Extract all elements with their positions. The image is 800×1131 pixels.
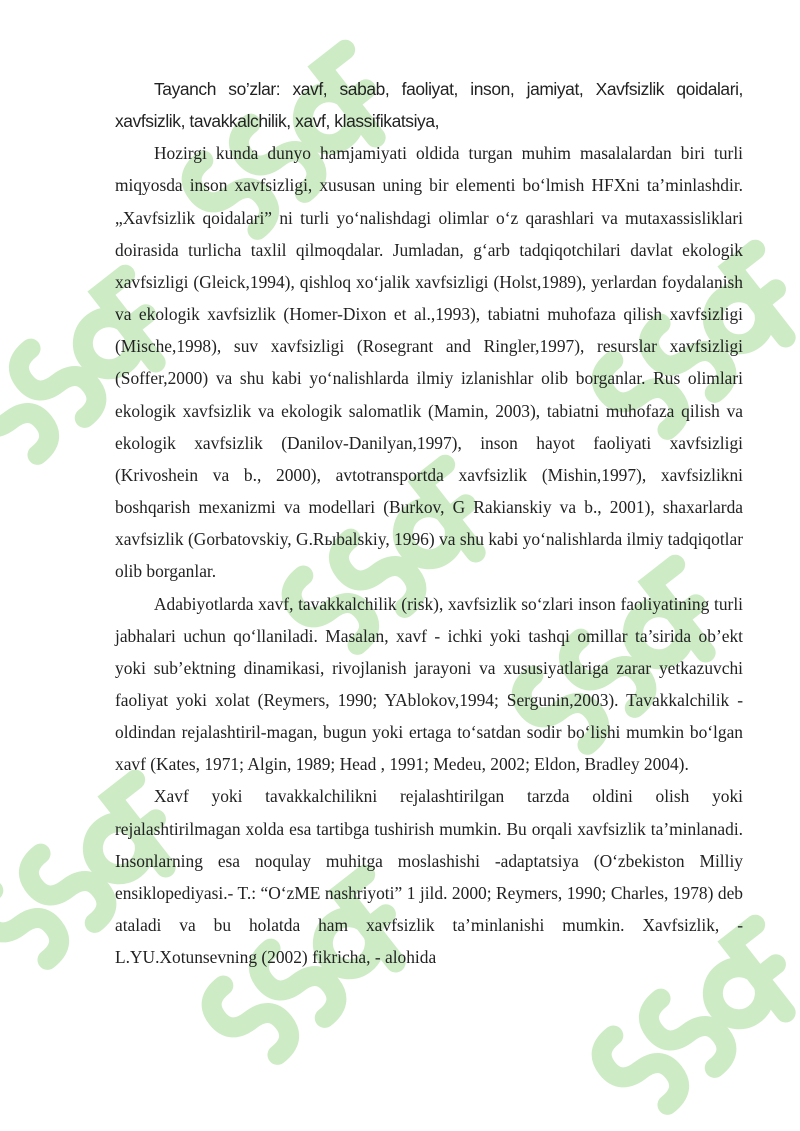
body-paragraph: Adabiyotlarda xavf, tavakkalchilik (risk), xavfsizlik so‘zlari inson faoliyatining turli jabhalari uchun qo‘llaniladi. Masalan, xavf - ichki yoki tashqi omillar ta’sirida ob’ekt yoki sub’ektning dinamikasi, rivojlanish jarayoni va xususiyatlariga zarar yetkazuvchi faoliyat yoki xolat (Reymers, 1990; YAblokov,1994; Sergunin,2003). Tavakkalchilik - oldindan rejalashtiril-magan, bugun yoki ertaga to‘satdan sodir bo‘lishi mumkin bo‘lgan xavf (Kates, 1971; Algin, 1989; Head , 1991; Medeu, 2002; Eldon, Bradley 2004). — [115, 593, 743, 775]
document-body — [115, 73, 743, 973]
keywords-paragraph: Tayanch so’zlar: xavf, sabab, faoliyat, inson, jamiyat, Xavfsizlik qoidalari, xavfsizlik, tavakkalchilik, xavf, klassifikatsiya, — [115, 79, 743, 132]
body-paragraph: Hozirgi kunda dunyo hamjamiyati oldida turgan muhim masalalardan biri turli miqyosda inson xavfsizligi, xususan uning bir elementi bo‘lmish HFXni ta’minlashdir. „Xavfsizlik qoidalari” ni turli yo‘nalishdagi olimlar o‘z qarashlari va mutaxassisliklari doirasida turlicha taxlil qilmoqdalar. Jumladan, g‘arb tadqiqotchilari davlat ekologik xavfsizligi (Gleick,1994), qishloq xo‘jalik xavfsizligi (Holst,1989), yerlardan foydalanish va ekologik xavfsizlik (Homer-Dixon et al.,1993), tabiatni muhofaza qilish xavfsizligi (Mische,1998), suv xavfsizligi (Rosegrant and Ringler,1997), resurslar xavfsizligi (Soffer,2000) va shu kabi yo‘nalishlarda ilmiy izlanishlar olib borganlar. Rus olimlari ekologik xavfsizlik va ekologik salomatlik (Mamin, 2003), tabiatni muhofaza qilish va ekologik xavfsizlik (Danilov-Danilyan,1997), inson hayot faoliyati xavfsizligi (Krivoshein va b., 2000), avtotransportda xavfsizlik (Mishin,1997), xavfsizlikni boshqarish mexanizmi va modellari (Burkov, G Rakianskiy va b., 2001), shaxarlarda xavfsizlik (Gorbatovskiy, G.Rыbalskiy, 1996) va shu kabi yo‘nalishlarda ilmiy tadqiqotlar olib borganlar. — [115, 143, 743, 582]
body-paragraph: Xavf yoki tavakkalchilikni rejalashtirilgan tarzda oldini olish yoki rejalashtirilmagan xolda esa tartibga tushirish mumkin. Bu orqali xavfsizlik ta’minlanadi. Insonlarning esa noqulay muhitga moslashishi -adaptatsiya (O‘zbekiston Milliy ensiklopediyasi.- T.: “O‘zME nashriyoti” 1 jild. 2000; Reymers, 1990; Charles, 1978) deb ataladi va bu holatda ham xavfsizlik ta’minlanishi mumkin. Xavfsizlik, - L.YU.Xotunsevning (2002) fikricha, - alohida — [115, 786, 743, 968]
